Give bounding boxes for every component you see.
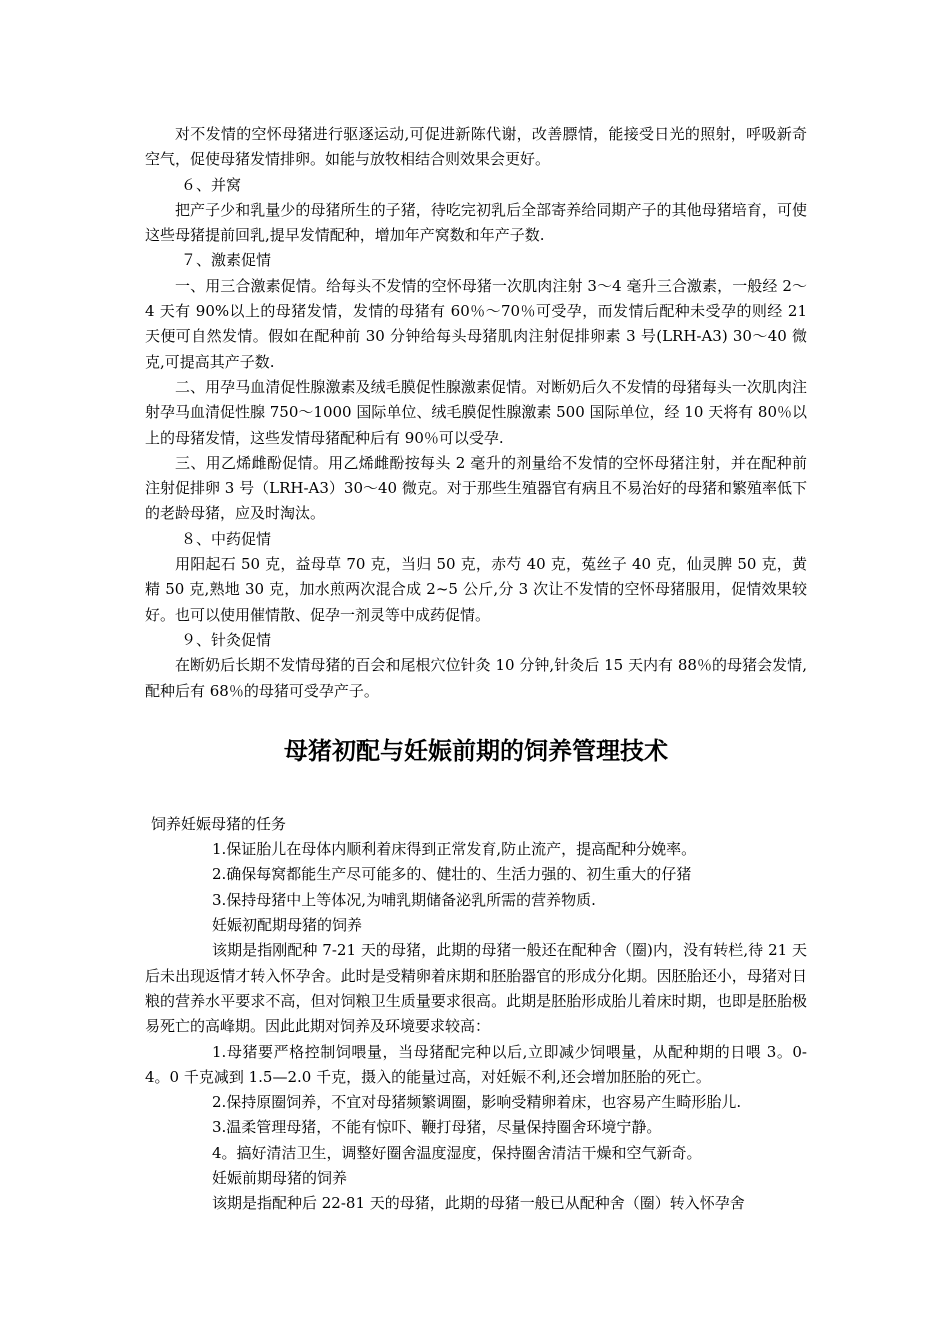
- task-item: 1.保证胎儿在母体内顺利着床得到正常发育,防止流产，提高配种分娩率。: [212, 840, 697, 859]
- section-heading-8: ８、中药促情: [181, 529, 272, 548]
- task-item: 2.确保每窝都能生产尽可能多的、健壮的、生活力强的、初生重大的仔猪: [212, 865, 692, 884]
- document-body: [145, 122, 807, 1217]
- paragraph-herbal: 用阳起石 50 克，益母草 70 克，当归 50 克，赤芍 40 克，菟丝子 40 克，仙灵脾 50 克，黄精 50 克,熟地 30 克，加水煎两次混合成 2~5 公斤,分 3 次让不发情的空怀母猪服用，促情效果较好。也可以使用催情散、促孕一剂灵等中成药促情。: [145, 555, 807, 624]
- early-item: 3.温柔管理母猪，不能有惊吓、鞭打母猪，尽量保持圈舍环境宁静。: [212, 1118, 662, 1137]
- paragraph-hormone-3: 三、用乙烯雌酚促情。用乙烯雌酚按每头 2 毫升的剂量给不发情的空怀母猪注射，并在配种前注射促排卵 3 号（LRH-A3）30～40 微克。对于那些生殖器官有病且不易治好的母猪和繁殖率低下的老龄母猪，应及时淘汰。: [145, 453, 807, 523]
- paragraph-hormone-2: 二、用孕马血清促性腺激素及绒毛膜促性腺激素促情。对断奶后久不发情的母猪每头一次肌肉注射孕马血清促性腺 750～1000 国际单位、绒毛膜促性腺激素 500 国际单位，经 10 天将有 80％以上的母猪发情，这些发情母猪配种后有 90％可以受孕.: [145, 377, 807, 447]
- page-title: 母猪初配与妊娠前期的饲养管理技术: [284, 735, 668, 765]
- pre-period-title: 妊娠前期母猪的饲养: [212, 1168, 348, 1187]
- paragraph-running: 对不发情的空怀母猪进行驱逐运动,可促进新陈代谢，改善膘情，能接受日光的照射，呼吸新奇空气，促使母猪发情排卵。如能与放牧相结合则效果会更好。: [145, 125, 807, 169]
- task-title: 饲养妊娠母猪的任务: [151, 814, 287, 833]
- paragraph-bingwo: 把产子少和乳量少的母猪所生的子猪，待吃完初乳后全部寄养给同期产子的其他母猪培育，可使这些母猪提前回乳,提早发情配种，增加年产窝数和年产子数.: [145, 200, 807, 245]
- section-heading-7: ７、激素促情: [181, 251, 272, 270]
- paragraph-acupuncture: 在断奶后长期不发情母猪的百会和尾根穴位针灸 10 分钟,针灸后 15 天内有 88％的母猪会发情,配种后有 68％的母猪可受孕产子。: [145, 656, 807, 700]
- section-heading-6: ６、并窝: [181, 175, 242, 194]
- pre-period-text: 该期是指配种后 22-81 天的母猪，此期的母猪一般已从配种舍（圈）转入怀孕舍: [212, 1194, 745, 1213]
- paragraph-hormone-1: 一、用三合激素促情。给每头不发情的空怀母猪一次肌肉注射 3～4 毫升三合激素，一般经 2～4 天有 90%以上的母猪发情，发情的母猪有 60％～70％可受孕，而发情后配种未受孕的则经 21 天便可自然发情。假如在配种前 30 分钟给每头母猪肌肉注射促排卵素 3 号(LRH-A3) 30～40 微克,可提高其产子数.: [145, 276, 807, 371]
- early-item: 4。搞好清洁卫生，调整好圈舍温度湿度，保持圈舍清洁干燥和空气新奇。: [212, 1143, 702, 1162]
- early-period-text: 该期是指刚配种 7-21 天的母猪，此期的母猪一般还在配种舍（圈)内，没有转栏,待 21 天后未出现返情才转入怀孕舍。此时是受精卵着床期和胚胎器官的形成分化期。因胚胎还小，母猪对日粮的营养水平要求不高，但对饲粮卫生质量要求很高。此期是胚胎形成胎儿着床时期，也即是胚胎极易死亡的高峰期。因此此期对饲养及环境要求较高：: [145, 941, 807, 1036]
- early-period-title: 妊娠初配期母猪的饲养: [212, 916, 363, 935]
- section-heading-9: ９、针灸促情: [181, 630, 272, 649]
- early-item: 1.母猪要严格控制饲喂量，当母猪配完种以后,立即减少饲喂量，从配种期的日喂 3。0-4。0 千克减到 1.5—2.0 千克，摄入的能量过高，对妊娠不利,还会增加胚胎的死亡。: [145, 1042, 807, 1086]
- early-item: 2.保持原圈饲养，不宜对母猪频繁调圈，影响受精卵着床，也容易产生畸形胎儿.: [212, 1093, 742, 1112]
- task-item: 3.保持母猪中上等体况,为哺乳期储备泌乳所需的营养物质.: [212, 890, 596, 909]
